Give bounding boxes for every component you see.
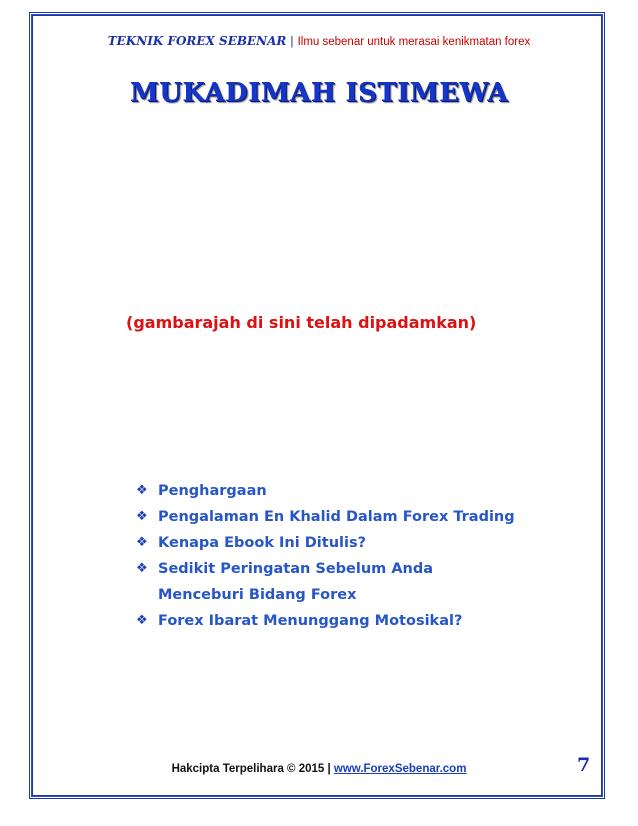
list-item-label: Sedikit Peringatan Sebelum Anda Menceburi Bidang Forex bbox=[158, 561, 434, 603]
list-item-label: Forex Ibarat Menunggang Motosikal? bbox=[158, 613, 463, 629]
list-item-label: Pengalaman En Khalid Dalam Forex Trading bbox=[158, 509, 515, 525]
page-border bbox=[29, 12, 605, 799]
running-header bbox=[0, 34, 638, 48]
diamond-bullet-icon: ❖ bbox=[136, 561, 148, 576]
contents-list bbox=[136, 478, 556, 634]
page-number: 7 bbox=[577, 754, 591, 776]
diamond-bullet-icon: ❖ bbox=[136, 483, 148, 498]
list-item-label: Kenapa Ebook Ini Ditulis? bbox=[158, 535, 367, 551]
website-link[interactable]: www.ForexSebenar.com bbox=[333, 763, 467, 775]
header-separator: | bbox=[290, 34, 294, 48]
header-tagline: Ilmu sebenar untuk merasai kenikmatan forex bbox=[297, 36, 531, 48]
list-item[interactable] bbox=[136, 608, 556, 634]
diamond-bullet-icon: ❖ bbox=[136, 613, 148, 628]
list-item[interactable] bbox=[136, 556, 556, 608]
diamond-bullet-icon: ❖ bbox=[136, 535, 148, 550]
list-item[interactable] bbox=[136, 504, 556, 530]
header-brand: TEKNIK FOREX SEBENAR bbox=[107, 34, 287, 48]
list-item[interactable] bbox=[136, 478, 556, 504]
list-item-label: Penghargaan bbox=[158, 483, 267, 499]
page-title: MUKADIMAH ISTIMEWA bbox=[129, 78, 509, 108]
removed-diagram-note: (gambarajah di sini telah dipadamkan) bbox=[126, 313, 477, 332]
page-footer bbox=[0, 763, 638, 775]
list-item[interactable] bbox=[136, 530, 556, 556]
copyright-text: Hakcipta Terpelihara © 2015 | bbox=[171, 763, 331, 775]
diamond-bullet-icon: ❖ bbox=[136, 509, 148, 524]
